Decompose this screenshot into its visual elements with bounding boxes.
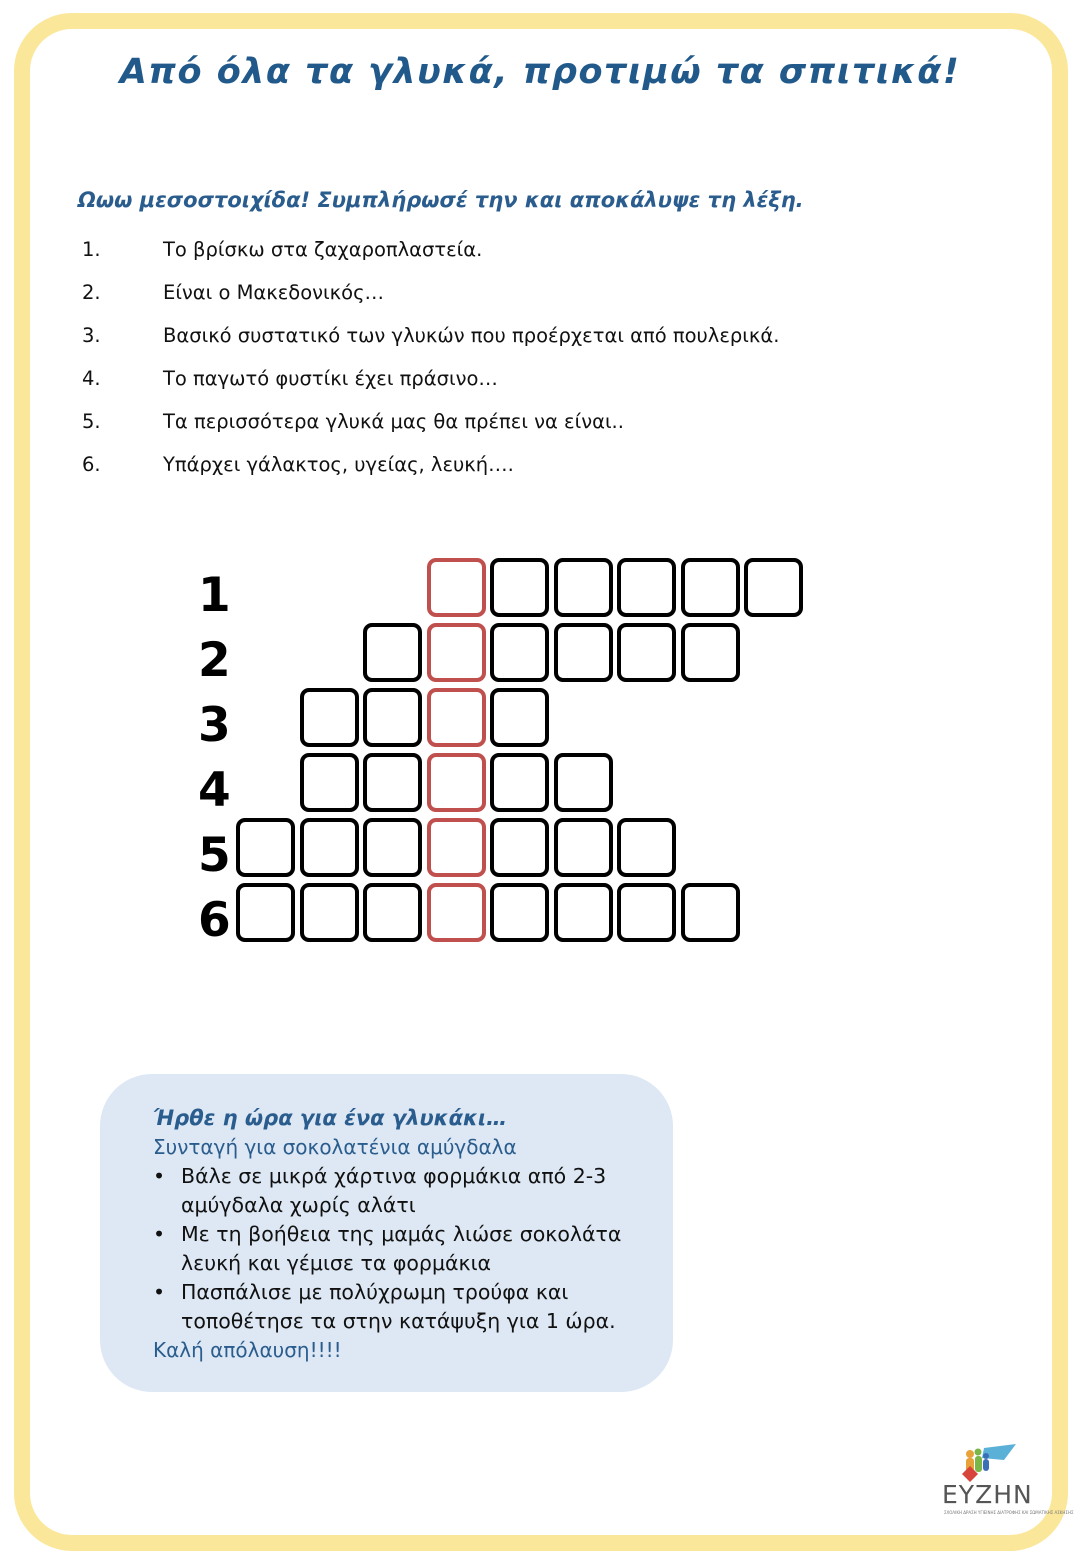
letter-cell[interactable] <box>554 623 613 682</box>
clue-text: Υπάρχει γάλακτος, υγείας, λευκή…. <box>163 453 514 476</box>
page-title: Από όλα τα γλυκά, προτιμώ τα σπιτικά! <box>119 52 961 92</box>
letter-cell[interactable] <box>490 558 549 617</box>
key-letter-cell[interactable] <box>427 558 486 617</box>
key-letter-cell[interactable] <box>427 818 486 877</box>
letter-cell[interactable] <box>681 558 740 617</box>
letter-cell[interactable] <box>300 688 359 747</box>
eyzhn-logo <box>938 1440 1074 1520</box>
clue-item <box>82 238 779 281</box>
clue-number: 1. <box>82 238 101 261</box>
recipe-step <box>153 1162 653 1220</box>
key-letter-cell[interactable] <box>427 883 486 942</box>
letter-cell[interactable] <box>617 818 676 877</box>
letter-cell[interactable] <box>236 818 295 877</box>
letter-cell[interactable] <box>490 883 549 942</box>
key-letter-cell[interactable] <box>427 753 486 812</box>
letter-cell[interactable] <box>554 883 613 942</box>
row-number-label: 3 <box>198 698 231 753</box>
key-letter-cell[interactable] <box>427 623 486 682</box>
letter-cell[interactable] <box>363 688 422 747</box>
puzzle-instruction: Ωωω μεσοστοιχίδα! Συμπλήρωσέ την και αποκάλυψε τη λέξη. <box>78 188 804 212</box>
clue-text: Είναι ο Μακεδονικός… <box>163 281 385 304</box>
clue-item <box>82 324 779 367</box>
recipe-box <box>100 1074 673 1392</box>
family-figures-icon <box>938 1440 1034 1484</box>
letter-cell[interactable] <box>554 558 613 617</box>
clue-text: Τα περισσότερα γλυκά μας θα πρέπει να είναι.. <box>163 410 624 433</box>
letter-cell[interactable] <box>300 818 359 877</box>
clue-text: Το βρίσκω στα ζαχαροπλαστεία. <box>163 238 483 261</box>
letter-cell[interactable] <box>554 818 613 877</box>
bullet-icon: • <box>153 1164 166 1188</box>
letter-cell[interactable] <box>617 558 676 617</box>
clue-item <box>82 410 779 453</box>
recipe-step-text: Πασπάλισε με πολύχρωμη τρούφα και τοποθέτησε τα στην κατάψυξη για 1 ώρα. <box>181 1280 616 1333</box>
recipe-step-text: Με τη βοήθεια της μαμάς λιώσε σοκολάτα λευκή και γέμισε τα φορμάκια <box>181 1222 622 1275</box>
recipe-closing: Καλή απόλαυση!!!! <box>153 1338 342 1362</box>
letter-cell[interactable] <box>300 753 359 812</box>
key-letter-cell[interactable] <box>427 688 486 747</box>
logo-text: ΕΥΖΗΝ <box>942 1480 1033 1509</box>
bullet-icon: • <box>153 1280 166 1304</box>
bullet-icon: • <box>153 1222 166 1246</box>
letter-cell[interactable] <box>617 883 676 942</box>
row-number-label: 2 <box>198 633 231 688</box>
clue-text: Βασικό συστατικό των γλυκών που προέρχεται από πουλερικά. <box>163 324 780 347</box>
letter-cell[interactable] <box>554 753 613 812</box>
logo-tagline: ΣΧΟΛΙΚΗ ΔΡΑΣΗ ΥΓΙΕΙΝΗΣ ΔΙΑΤΡΟΦΗΣ ΚΑΙ ΣΩΜΑΤΙΚΗΣ ΑΣΚΗΣΗΣ <box>944 1510 1074 1515</box>
clue-item <box>82 281 779 324</box>
recipe-steps <box>153 1162 653 1336</box>
letter-cell[interactable] <box>744 558 803 617</box>
clue-number: 5. <box>82 410 101 433</box>
recipe-step-text: Βάλε σε μικρά χάρτινα φορμάκια από 2-3 αμύγδαλα χωρίς αλάτι <box>181 1164 607 1217</box>
row-number-label: 4 <box>198 763 231 818</box>
letter-cell[interactable] <box>681 623 740 682</box>
clue-text: Το παγωτό φυστίκι έχει πράσινο… <box>163 367 498 390</box>
recipe-subtitle: Συνταγή για σοκολατένια αμύγδαλα <box>153 1135 517 1159</box>
letter-cell[interactable] <box>300 883 359 942</box>
clue-number: 3. <box>82 324 101 347</box>
clue-number: 4. <box>82 367 101 390</box>
clue-item <box>82 367 779 410</box>
letter-cell[interactable] <box>363 753 422 812</box>
letter-cell[interactable] <box>490 688 549 747</box>
clue-item <box>82 453 779 496</box>
letter-cell[interactable] <box>617 623 676 682</box>
row-number-label: 5 <box>198 828 231 883</box>
letter-cell[interactable] <box>363 818 422 877</box>
recipe-step <box>153 1278 653 1336</box>
letter-cell[interactable] <box>236 883 295 942</box>
clue-number: 2. <box>82 281 101 304</box>
letter-cell[interactable] <box>490 818 549 877</box>
recipe-title: Ήρθε η ώρα για ένα γλυκάκι… <box>153 1106 508 1130</box>
row-number-label: 1 <box>198 568 231 623</box>
clue-list <box>82 238 779 496</box>
letter-cell[interactable] <box>363 883 422 942</box>
letter-cell[interactable] <box>490 753 549 812</box>
letter-cell[interactable] <box>363 623 422 682</box>
letter-cell[interactable] <box>490 623 549 682</box>
clue-number: 6. <box>82 453 101 476</box>
row-number-label: 6 <box>198 893 231 948</box>
letter-cell[interactable] <box>681 883 740 942</box>
recipe-step <box>153 1220 653 1278</box>
